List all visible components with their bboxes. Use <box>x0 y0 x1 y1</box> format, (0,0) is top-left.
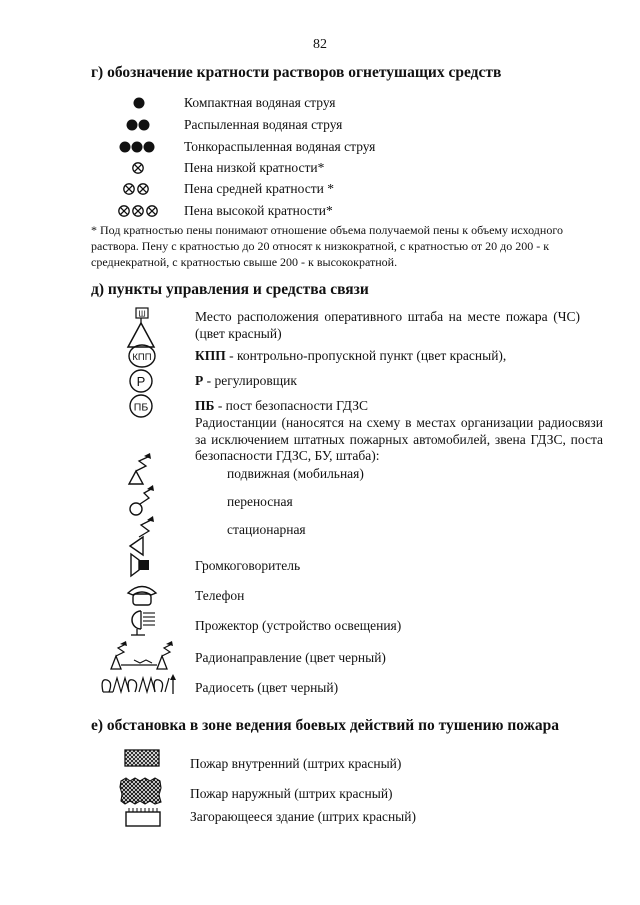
stationary-radio-icon <box>126 513 160 557</box>
legend-label: Загорающееся здание (штрих красный) <box>190 809 416 824</box>
dot-3-icon <box>117 140 161 154</box>
reg-desc: - регулировщик <box>203 373 297 388</box>
radio-direction-icon <box>110 639 178 675</box>
radio-item: переносная <box>227 494 293 509</box>
checkpoint-icon <box>127 343 157 369</box>
igniting-building-icon <box>124 806 164 828</box>
telephone-icon <box>124 581 160 609</box>
reg-label <box>195 373 297 389</box>
footnote-line: * Под кратностью пены понимают отношение объема получаемой пены к объему исходного <box>91 223 563 237</box>
reg-badge: Р <box>136 374 146 389</box>
legend-label: Пожар наружный (штрих красный) <box>190 786 393 801</box>
radio-item: подвижная (мобильная) <box>227 466 364 481</box>
footnote-line: среднекратной, с кратностью свыше 200 - к высокократной. <box>91 255 398 269</box>
hq-badge: Ш <box>138 309 146 319</box>
internal-fire-icon <box>124 749 164 769</box>
legend-label: Телефон <box>195 588 245 603</box>
legend-label: Пена средней кратности * <box>184 181 334 196</box>
portable-radio-icon <box>126 483 160 517</box>
legend-label: Пожар внутренний (штрих красный) <box>190 756 402 771</box>
pb-term: ПБ <box>195 398 215 413</box>
safety-post-icon <box>128 393 154 419</box>
dot-2-icon <box>124 118 164 132</box>
radio-item: стационарная <box>227 522 306 537</box>
external-fire-icon <box>118 776 164 806</box>
mobile-radio-icon <box>126 451 160 487</box>
searchlight-icon <box>127 607 159 639</box>
pb-desc: - пост безопасности ГДЗС <box>214 398 369 413</box>
loudspeaker-icon <box>129 552 153 578</box>
legend-label: Компактная водяная струя <box>184 95 336 110</box>
foam-3-icon <box>117 204 161 218</box>
legend-label: Прожектор (устройство освещения) <box>195 618 402 633</box>
pb-label <box>195 398 368 414</box>
kpp-label <box>195 348 506 364</box>
pb-badge: ПБ <box>133 401 149 414</box>
footnote-line: раствора. Пену с кратностью до 20 относят к низкократной, с кратностью от 20 до 200 - к <box>91 239 550 253</box>
hq-label: Место расположения оперативного штаба на месте пожара (ЧС) (цвет красный) <box>195 309 580 341</box>
legend-label: Пена высокой кратности* <box>184 203 333 218</box>
reg-term: Р <box>195 373 204 388</box>
radio-intro: Радиостанции (наносятся на схему в местах организации радиосвязи за исключением штатных пожарных автомобилей, звена ГДЗС, поста безопасности ГДЗС, БУ, штаба): <box>195 415 603 463</box>
foam-1-icon <box>131 161 145 175</box>
kpp-desc: - контрольно-пропускной пункт (цвет красный), <box>225 348 507 363</box>
page-number: 82 <box>313 37 327 52</box>
legend-label: Пена низкой кратности* <box>184 160 325 175</box>
legend-label: Громкоговоритель <box>195 558 301 573</box>
section-d-title: д) пункты управления и средства связи <box>91 281 369 298</box>
radio-network-icon <box>99 672 179 698</box>
legend-label: Тонкораспыленная водяная струя <box>184 139 376 154</box>
legend-label: Радиосеть (цвет черный) <box>195 680 339 695</box>
dot-1-icon <box>128 96 168 110</box>
kpp-term: КПП <box>195 348 226 363</box>
foam-2-icon <box>122 182 152 196</box>
legend-label: Радионаправление (цвет черный) <box>195 650 386 665</box>
traffic-controller-icon <box>128 368 154 394</box>
section-g-title: г) обозначение кратности растворов огнетушащих средств <box>91 64 502 81</box>
legend-label: Распыленная водяная струя <box>184 117 343 132</box>
kpp-badge: КПП <box>132 352 152 363</box>
section-e-title: е) обстановка в зоне ведения боевых действий по тушению пожара <box>91 717 559 734</box>
